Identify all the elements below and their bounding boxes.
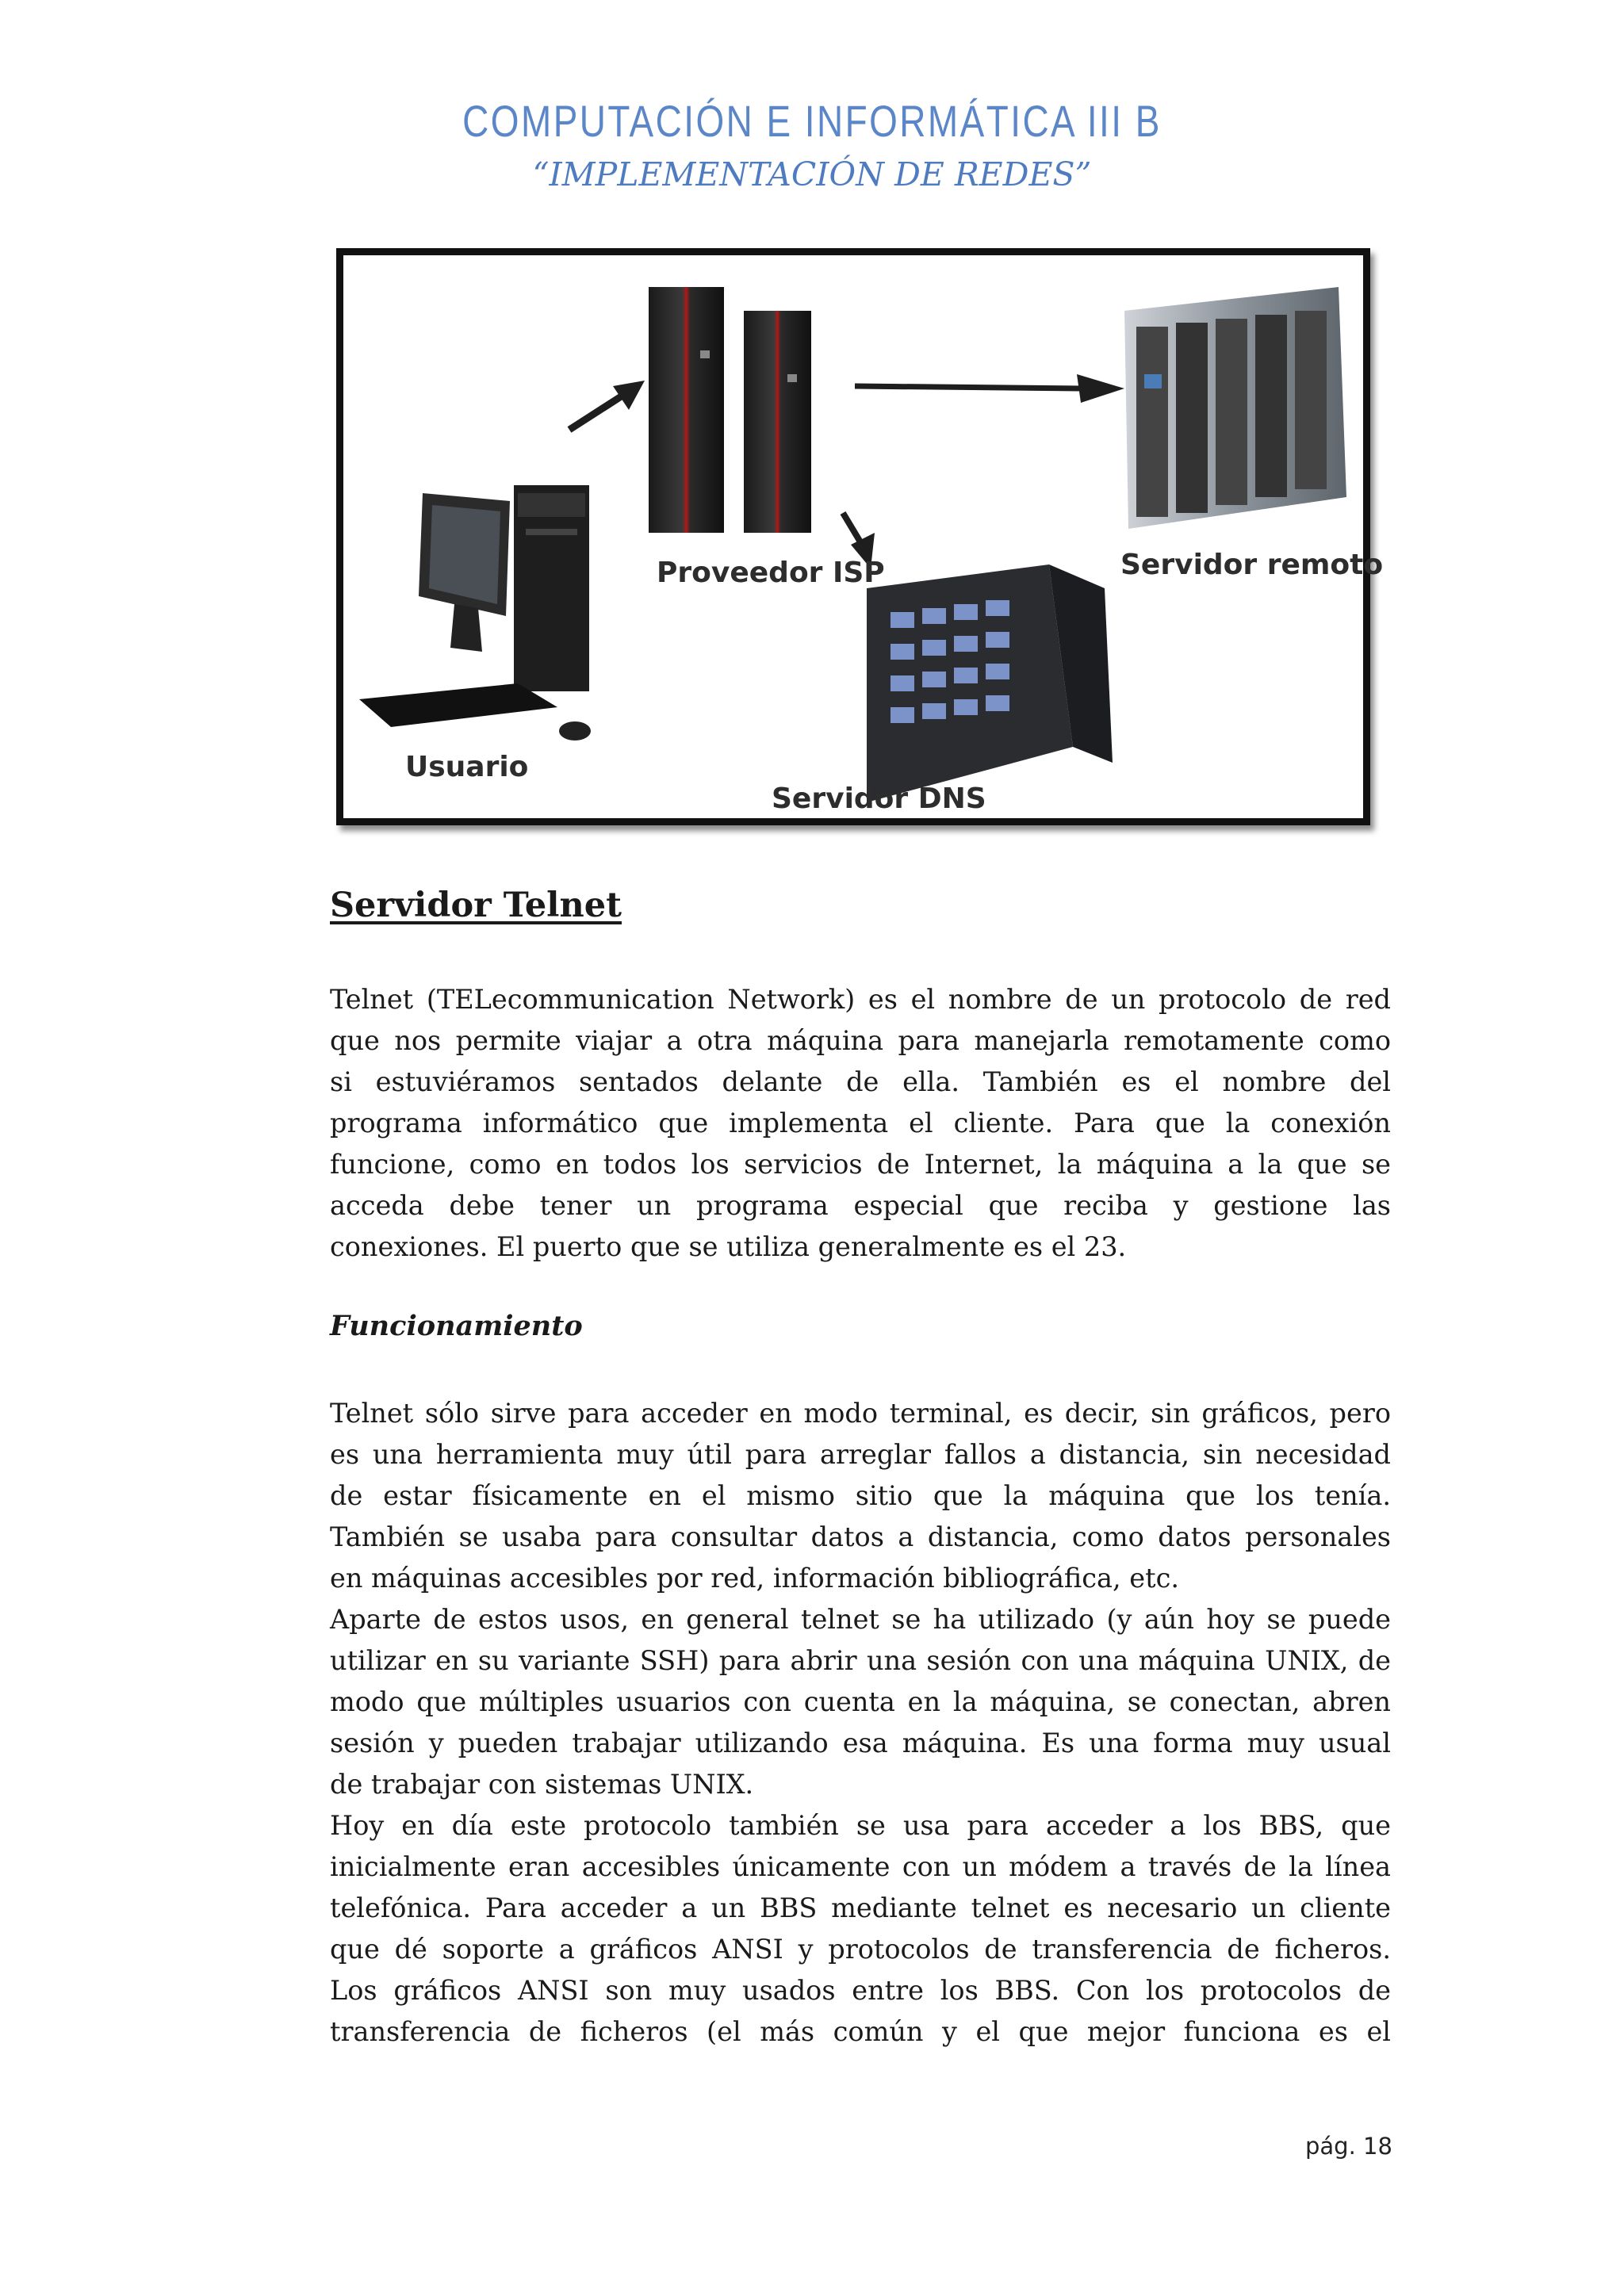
header-subtitle: “IMPLEMENTACIÓN DE REDES” bbox=[532, 155, 1092, 193]
remote-server-icon bbox=[1124, 287, 1346, 529]
text-line: Los gráficos ANSI son muy usados entre los BBS. Con los protocolos de bbox=[330, 1975, 1391, 2006]
text-line: También se usaba para consultar datos a distancia, como datos personales bbox=[330, 1521, 1391, 1552]
text-line: sesión y pueden trabajar utilizando esa máquina. Es una forma muy usual bbox=[330, 1728, 1391, 1758]
label-user: Usuario bbox=[405, 751, 529, 783]
text-line: Telnet (TELecommunication Network) es el nombre de un protocolo de red bbox=[330, 984, 1391, 1015]
body-paragraph bbox=[330, 1393, 1391, 2053]
label-remote: Servidor remoto bbox=[1120, 549, 1384, 581]
text-line: que nos permite viajar a otra máquina para manejarla remotamente como bbox=[330, 1025, 1391, 1056]
arrow-user-to-isp-icon bbox=[569, 381, 645, 430]
isp-server-icon bbox=[649, 287, 811, 533]
intro-paragraph bbox=[330, 979, 1391, 1268]
label-isp: Proveedor ISP bbox=[657, 557, 885, 589]
user-computer-icon bbox=[359, 485, 591, 740]
text-line: de trabajar con sistemas UNIX. bbox=[330, 1769, 754, 1800]
subsection-heading: Funcionamiento bbox=[330, 1310, 583, 1342]
dns-server-icon bbox=[867, 564, 1113, 802]
text-line: modo que múltiples usuarios con cuenta en la máquina, se conectan, abren bbox=[330, 1686, 1391, 1717]
section-heading: Servidor Telnet bbox=[330, 886, 622, 925]
text-line: conexiones. El puerto que se utiliza generalmente es el 23. bbox=[330, 1231, 1127, 1262]
text-line: que dé soporte a gráficos ANSI y protocolos de transferencia de ficheros. bbox=[330, 1934, 1391, 1965]
text-line: de estar físicamente en el mismo sitio que la máquina que los tenía. bbox=[330, 1480, 1391, 1511]
arrow-isp-to-remote-icon bbox=[855, 374, 1124, 403]
text-line: es una herramienta muy útil para arreglar fallos a distancia, sin necesidad bbox=[330, 1439, 1391, 1470]
text-line: Telnet sólo sirve para acceder en modo terminal, es decir, sin gráficos, pero bbox=[330, 1398, 1391, 1429]
page-number: pág. 18 bbox=[1305, 2133, 1392, 2160]
label-dns: Servidor DNS bbox=[772, 783, 986, 815]
text-line: inicialmente eran accesibles únicamente con un módem a través de la línea bbox=[330, 1851, 1391, 1882]
text-line: Aparte de estos usos, en general telnet se ha utilizado (y aún hoy se puede bbox=[330, 1604, 1391, 1635]
text-line: programa informático que implementa el cliente. Para que la conexión bbox=[330, 1108, 1391, 1138]
text-line: Hoy en día este protocolo también se usa para acceder a los BBS, que bbox=[330, 1810, 1391, 1841]
text-line: en máquinas accesibles por red, información bibliográfica, etc. bbox=[330, 1563, 1180, 1594]
network-diagram bbox=[336, 248, 1384, 825]
text-line: telefónica. Para acceder a un BBS mediante telnet es necesario un cliente bbox=[330, 1892, 1391, 1923]
header-title: COMPUTACIÓN E INFORMÁTICA III B bbox=[462, 96, 1162, 146]
text-line: utilizar en su variante SSH) para abrir una sesión con una máquina UNIX, de bbox=[330, 1645, 1391, 1676]
text-line: si estuviéramos sentados delante de ella. También es el nombre del bbox=[330, 1066, 1391, 1097]
text-line: transferencia de ficheros (el más común y el que mejor funciona es el bbox=[330, 2016, 1391, 2047]
network-diagram-art bbox=[343, 255, 1363, 818]
text-line: funcione, como en todos los servicios de Internet, la máquina a la que se bbox=[330, 1149, 1391, 1180]
text-line: acceda debe tener un programa especial que reciba y gestione las bbox=[330, 1190, 1391, 1221]
